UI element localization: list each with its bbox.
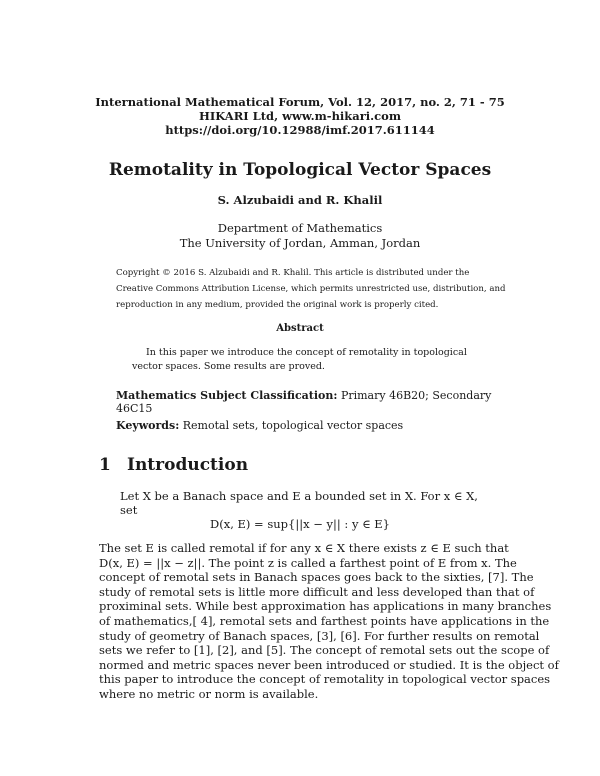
- authors: S. Alzubaidi and R. Khalil: [217, 193, 383, 207]
- publisher-line: HIKARI Ltd, www.m-hikari.com: [199, 109, 401, 123]
- copyright-line: reproduction in any medium, provided the original work is properly cited.: [116, 300, 439, 310]
- abstract-line: In this paper we introduce the concept of remotality in topological: [146, 347, 467, 358]
- paragraph-line: study of remotal sets is little more difficult and less developed than that of: [99, 584, 535, 599]
- section-heading: [99, 455, 248, 475]
- section-title: Introduction: [127, 455, 249, 475]
- keywords-value: Remotal sets, topological vector spaces: [179, 419, 404, 432]
- abstract-line: vector spaces. Some results are proved.: [132, 361, 325, 372]
- copyright-line: Creative Commons Attribution License, which permits unrestricted use, distribution, and: [116, 284, 506, 294]
- body-paragraph: [99, 541, 559, 702]
- paragraph-line: The set E is called remotal if for any x ∈ X there exists z ∈ E such that: [99, 541, 509, 555]
- copyright-line: Copyright © 2016 S. Alzubaidi and R. Khalil. This article is distributed under the: [116, 268, 470, 278]
- paper-title: Remotality in Topological Vector Spaces: [108, 160, 492, 180]
- paragraph-line: where no metric or norm is available.: [99, 686, 319, 701]
- paragraph-line: normed and metric spaces never been introduced or studied. It is the object of: [99, 657, 559, 672]
- intro-sentence: Let X be a Banach space and E a bounded set in X. For x ∈ X, set: [120, 489, 478, 517]
- subject-classification: [116, 389, 516, 415]
- paragraph-line: concept of remotal sets in Banach spaces goes back to the sixties, [7]. The: [99, 570, 534, 585]
- copyright-notice: [116, 265, 506, 313]
- paragraph-line: of mathematics,[ 4], remotal sets and farthest points have applications in the: [99, 613, 550, 628]
- journal-line: International Mathematical Forum, Vol. 12, 2017, no. 2, 71 - 75: [95, 95, 505, 109]
- section-number: 1: [99, 455, 111, 475]
- abstract-body: [132, 346, 470, 374]
- formula: D(x, E) = sup{||x − y|| : y ∈ E}: [210, 517, 390, 531]
- paragraph-line: D(x, E) = ||x − z||. The point z is called a farthest point of E from x. The: [99, 555, 517, 570]
- affiliation-department: Department of Mathematics: [217, 221, 383, 235]
- affiliation-university: The University of Jordan, Amman, Jordan: [179, 236, 421, 250]
- paragraph-line: sets we refer to [1], [2], and [5]. The concept of remotal sets out the scope of: [99, 643, 550, 658]
- msc-label: Mathematics Subject Classification:: [116, 389, 338, 402]
- keywords: [116, 419, 516, 432]
- keywords-label: Keywords:: [116, 419, 180, 432]
- paragraph-line: this paper to introduce the concept of remotality in topological vector spaces: [99, 672, 551, 687]
- msc-value: Primary 46B20; Secondary 46C15: [116, 389, 492, 415]
- paragraph-line: study of geometry of Banach spaces, [3], [6]. For further results on remotal: [99, 628, 540, 643]
- doi-line: https://doi.org/10.12988/imf.2017.611144: [165, 123, 435, 137]
- abstract-heading: Abstract: [276, 323, 324, 334]
- paragraph-line: proximinal sets. While best approximation has applications in many branches: [99, 599, 552, 614]
